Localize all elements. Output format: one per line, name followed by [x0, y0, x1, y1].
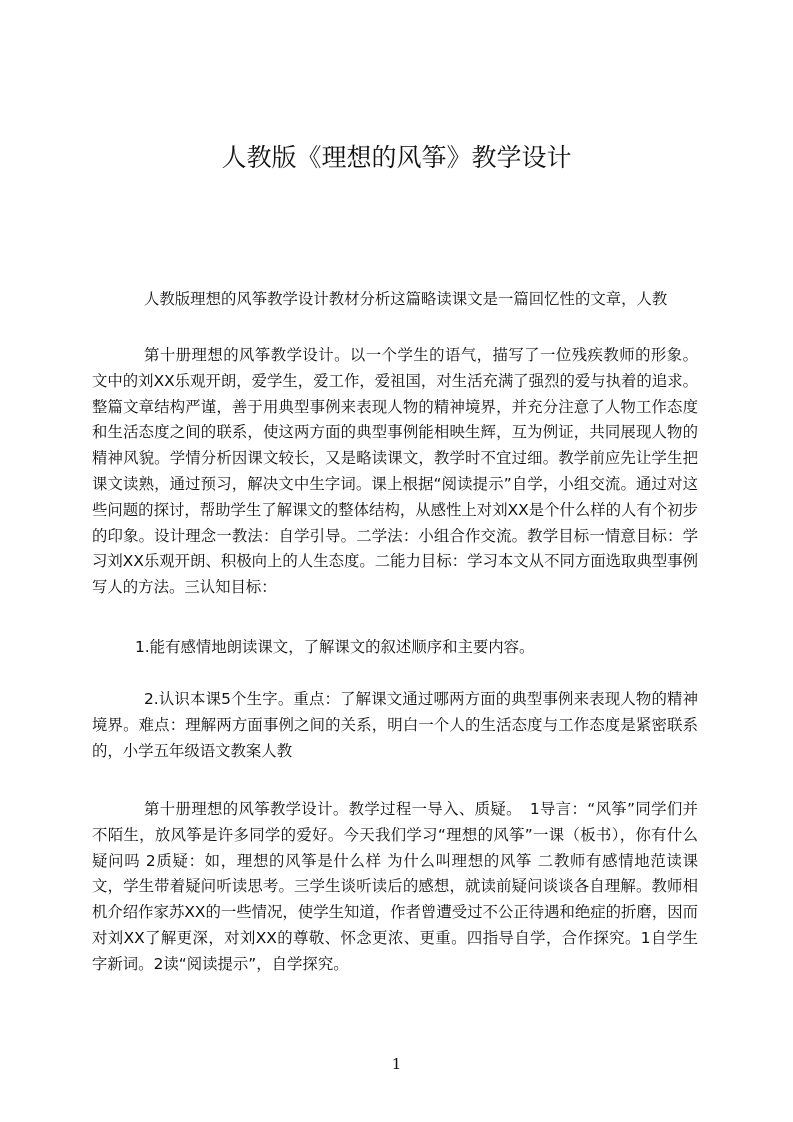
paragraph-intro: 人教版理想的风筝教学设计教材分析这篇略读课文是一篇回忆性的文章，人教: [144, 290, 668, 308]
paragraph-goal-2: 2.认识本课5个生字。重点：了解课文通过哪两方面的典型事例来表现人物的精神境界。难点：理解两方面事例之间的关系，明白一个人的生活态度与工作态度是紧密联系的，小学五年级语文教案人教: [92, 690, 698, 760]
paragraph-teaching-process: 第十册理想的风筝教学设计。教学过程一导入、质疑。 1导言：“风筝”同学们并不陌生，放风筝是许多同学的爱好。今天我们学习“理想的风筝”一课（板书），你有什么疑问吗 2质疑：如，理想的风筝是什么样 为什么叫理想的风筝 二教师有感情地范读课文，学生带着疑问听读思考。三学生谈听读后的感想，就读前疑问谈谈各自理解。教师相机介绍作家苏XX的一些情况，使学生知道，作者曾遭受过不公正待遇和绝症的折磨，因而对刘XX了解更深，对刘XX的尊敬、怀念更浓、更重。四指导自学，合作探究。1自学生字新词。2读“阅读提示”，自学探究。: [92, 800, 698, 973]
paragraph-goal-1: 1.能有感情地朗读课文，了解课文的叙述顺序和主要内容。: [135, 638, 535, 656]
paragraph-analysis: 第十册理想的风筝教学设计。以一个学生的语气，描写了一位残疾教师的形象。文中的刘XX乐观开朗，爱学生，爱工作，爱祖国，对生活充满了强烈的爱与执着的追求。整篇文章结构严谨，善于用典型事例来表现人物的精神境界，并充分注意了人物工作态度和生活态度之间的联系，使这两方面的典型事例能相映生辉，互为例证，共同展现人物的精神风貌。学情分析因课文较长，又是略读课文，教学时不宜过细。教学前应先让学生把课文读熟，通过预习，解决文中生字词。课上根据“阅读提示”自学，小组交流。通过对这些问题的探讨，帮助学生了解课文的整体结构，从感性上对刘XX是个什么样的人有个初步的印象。设计理念一教法：自学引导。二学法：小组合作交流。教学目标一情意目标：学习刘XX乐观开朗、积极向上的人生态度。二能力目标：学习本文从不同方面选取典型事例写人的方法。三认知目标：: [92, 346, 698, 597]
document-title: 人教版《理想的风筝》教学设计: [221, 143, 572, 172]
page-number: 1: [391, 1055, 402, 1073]
